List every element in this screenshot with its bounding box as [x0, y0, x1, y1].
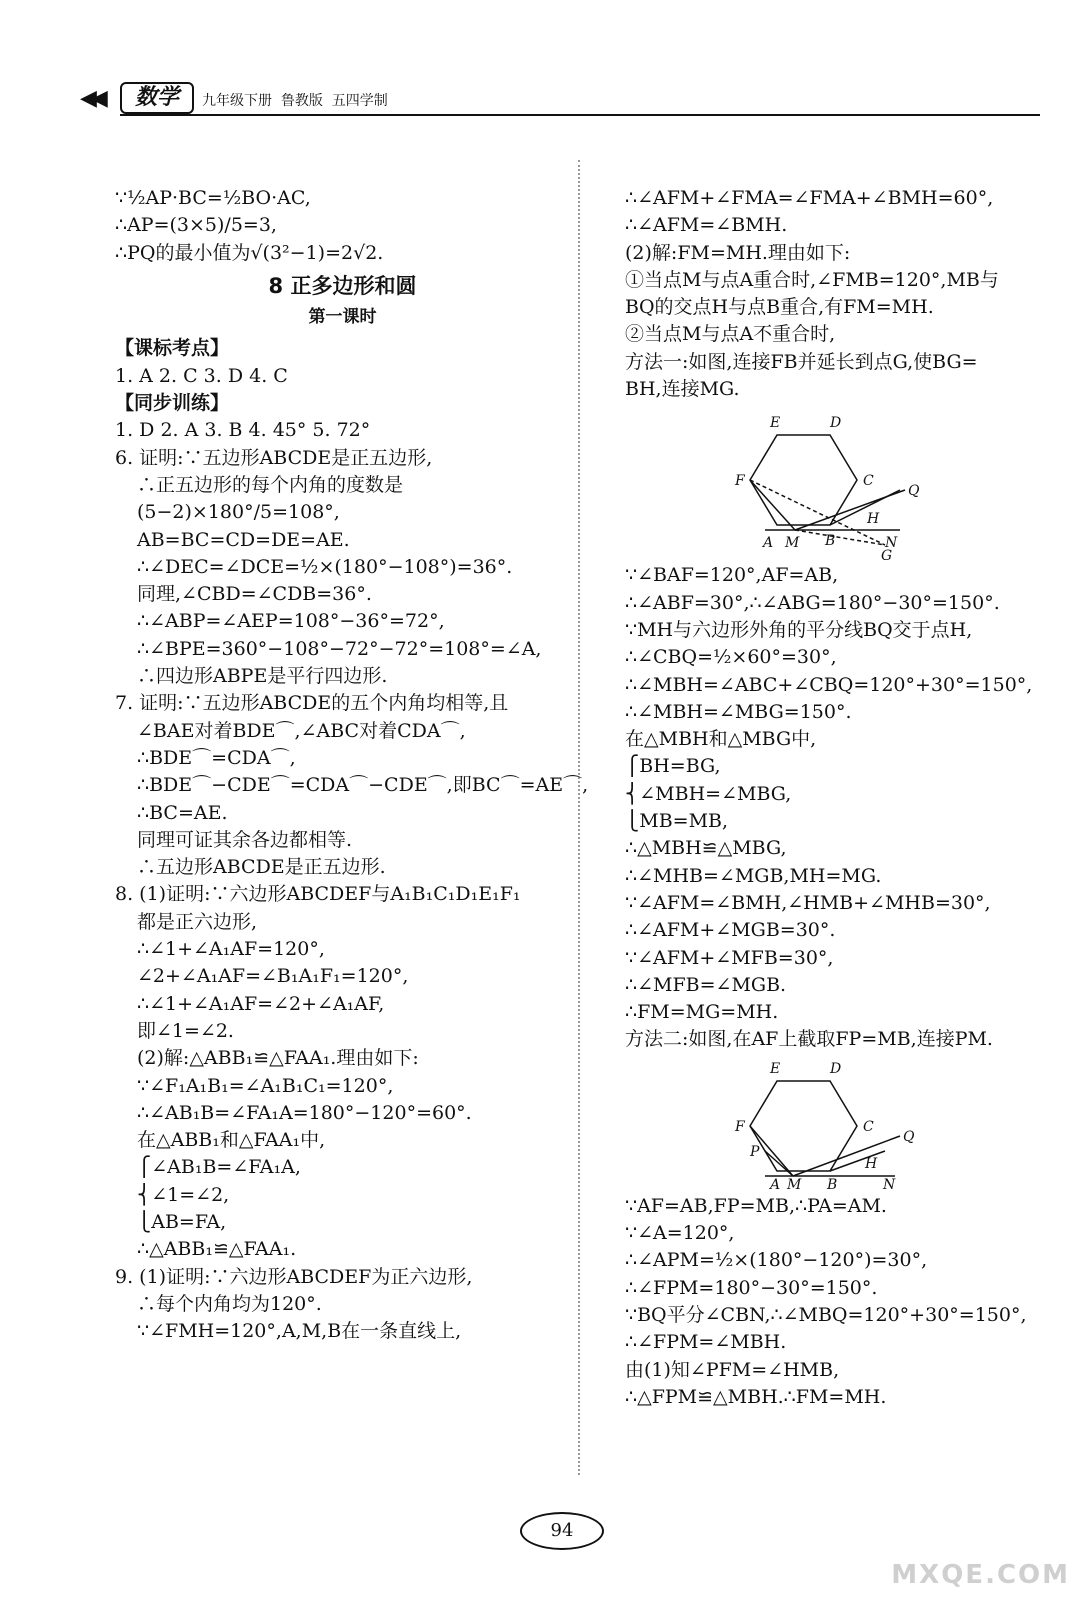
text-line: ∵∠FMH=120°,A,M,B在一条直线上, — [137, 1320, 462, 1343]
text-line: ∵AF=AB,FP=MB,∴PA=AM. — [625, 1194, 887, 1217]
text-line: ∴PQ的最小值为√(3²−1)=2√2. — [115, 241, 384, 264]
vertex-label: B — [827, 1176, 838, 1191]
vertex-label: F — [735, 1118, 745, 1135]
text-line: ∴BC=AE. — [137, 801, 228, 824]
text-line: ∵∠AFM+∠MFB=30°, — [625, 946, 834, 969]
vertex-label: E — [770, 1060, 781, 1077]
header-arrows-icon: ◀◀ — [80, 86, 102, 111]
text-line: ∴∠FPM=180°−30°=150°. — [625, 1276, 878, 1299]
left-column — [115, 185, 589, 1345]
text-line: 即∠1=∠2. — [137, 1019, 234, 1042]
page-header — [80, 80, 1040, 120]
text-line: 都是正六边形, — [137, 910, 258, 933]
text-line: 6. 证明:∵五边形ABCDE是正五边形, — [115, 446, 433, 469]
book-series: 九年级下册 鲁教版 五四学制 — [202, 93, 388, 109]
text-line: ∴∠AFM=∠BMH. — [625, 214, 788, 237]
vertex-label: D — [830, 1060, 842, 1077]
text-line: ⎩MB=MB, — [625, 810, 729, 833]
text-line: ⎧∠AB₁B=∠FA₁A, — [137, 1156, 301, 1179]
vertex-label: C — [863, 473, 874, 490]
text-line: 方法二:如图,在AF上截取FP=MB,连接PM. — [625, 1028, 993, 1051]
point-label: M — [787, 1176, 802, 1191]
answer-line: 1. A 2. C 3. D 4. C — [115, 364, 288, 387]
point-label: M — [785, 535, 800, 552]
text-line: ∴∠MBH=∠MBG=150°. — [625, 700, 852, 723]
text-line: ∴正五边形的每个内角的度数是 — [137, 473, 404, 496]
point-label: N — [883, 1176, 896, 1191]
text-line: ∵∠BAF=120°,AF=AB, — [625, 564, 839, 587]
page-number: 94 — [520, 1512, 604, 1550]
point-label: H — [865, 1155, 878, 1172]
text-line: 同理可证其余各边都相等. — [137, 828, 353, 851]
text-line: ∴△FPM≌△MBH.∴FM=MH. — [625, 1385, 887, 1408]
text-line: ∴∠DEC=∠DCE=½×(180°−108°)=36°. — [137, 555, 513, 578]
text-line: ∴∠BPE=360°−108°−72°−72°=108°=∠A, — [137, 637, 542, 660]
point-label: Q — [903, 1128, 915, 1145]
text-line: ∴∠1+∠A₁AF=∠2+∠A₁AF, — [137, 992, 385, 1015]
vertex-label: A — [770, 1176, 781, 1191]
subject-logo: 数学 — [120, 82, 194, 114]
text-line: ∠BAE对着BDE⌒,∠ABC对着CDA⌒, — [137, 719, 466, 742]
vertex-label: E — [770, 415, 781, 432]
vertex-label: B — [825, 533, 836, 550]
text-line: ∠2+∠A₁AF=∠B₁A₁F₁=120°, — [137, 965, 409, 988]
text-line: ∴FM=MG=MH. — [625, 1001, 779, 1024]
text-line: ∴△ABB₁≌△FAA₁. — [137, 1238, 297, 1261]
vertex-label: C — [863, 1118, 874, 1135]
text-line: (2)解:△ABB₁≌△FAA₁.理由如下: — [137, 1047, 419, 1070]
text-line: ⎧BH=BG, — [625, 755, 721, 778]
text-line: 8. (1)证明:∵六边形ABCDEF与A₁B₁C₁D₁E₁F₁ — [115, 883, 521, 906]
text-line: ∴∠APM=½×(180°−120°)=30°, — [625, 1249, 928, 1272]
watermark: MXQE.COM — [891, 1560, 1070, 1590]
point-label: N — [885, 535, 898, 552]
text-line: 由(1)知∠PFM=∠HMB, — [625, 1358, 840, 1381]
text-line: ∵∠F₁A₁B₁=∠A₁B₁C₁=120°, — [137, 1074, 394, 1097]
text-line: ∴四边形ABPE是平行四边形. — [137, 665, 388, 688]
text-line: 在△MBH和△MBG中, — [625, 728, 817, 751]
text-line: ∴∠FPM=∠MBH. — [625, 1331, 787, 1354]
text-line: ∵∠A=120°, — [625, 1222, 735, 1245]
text-line: ∴∠AFM+∠FMA=∠FMA+∠BMH=60°, — [625, 187, 994, 209]
text-line: ∴∠AFM+∠MGB=30°. — [625, 919, 836, 942]
vertex-label: A — [763, 535, 774, 552]
hexagon-figure-method-one — [725, 405, 925, 560]
text-line: ∴∠MHB=∠MGB,MH=MG. — [625, 864, 882, 887]
text-line: ∴BDE⌒=CDA⌒, — [137, 746, 296, 769]
text-line: (5−2)×180°/5=108°, — [137, 501, 340, 524]
text-line: ∴△MBH≌△MBG, — [625, 837, 787, 860]
text-line: 方法一:如图,连接FB并延长到点G,使BG= — [625, 350, 978, 373]
column-divider — [578, 160, 580, 1475]
text-line: ∴∠AB₁B=∠FA₁A=180°−120°=60°. — [137, 1101, 472, 1124]
text-line: 同理,∠CBD=∠CDB=36°. — [137, 583, 372, 606]
vertex-label: F — [735, 473, 745, 490]
hexagon-figure-method-two — [725, 1056, 925, 1191]
text-line: ∴∠MBH=∠ABC+∠CBQ=120°+30°=150°, — [625, 673, 1033, 696]
point-label: H — [867, 511, 880, 528]
header-rule — [120, 114, 1040, 116]
text-line: ∴BDE⌒−CDE⌒=CDA⌒−CDE⌒,即BC⌒=AE⌒, — [137, 774, 589, 797]
right-column — [625, 185, 1045, 1411]
lesson-subtitle: 第一课时 — [308, 307, 377, 328]
point-label: G — [881, 548, 893, 561]
text-line: 在△ABB₁和△FAA₁中, — [137, 1129, 326, 1152]
text-line: ∵MH与六边形外角的平分线BQ交于点H, — [625, 618, 973, 641]
text-line: ∴∠1+∠A₁AF=120°, — [137, 938, 325, 961]
point-label: Q — [908, 483, 920, 500]
vertex-label: D — [830, 415, 842, 432]
point-label: P — [750, 1143, 760, 1160]
text-line: ∵½AP·BC=½BO·AC, — [115, 187, 311, 209]
text-line: ∵BQ平分∠CBN,∴∠MBQ=120°+30°=150°, — [625, 1303, 1027, 1326]
text-line: BH,连接MG. — [625, 378, 740, 401]
text-line: ∴∠ABP=∠AEP=108°−36°=72°, — [137, 610, 445, 633]
text-line: (2)解:FM=MH.理由如下: — [625, 241, 851, 264]
text-line: ⎨∠1=∠2, — [137, 1183, 230, 1206]
text-line: 7. 证明:∵五边形ABCDE的五个内角均相等,且 — [115, 692, 509, 715]
section-title: 8 正多边形和圆 — [268, 273, 417, 298]
text-line: ∴每个内角均为120°. — [137, 1292, 322, 1315]
text-line: BQ的交点H与点B重合,有FM=MH. — [625, 296, 934, 319]
text-line: ∴∠MFB=∠MGB. — [625, 973, 787, 996]
text-line: 9. (1)证明:∵六边形ABCDEF为正六边形, — [115, 1265, 473, 1288]
text-line: ∴∠CBQ=½×60°=30°, — [625, 646, 837, 669]
text-line: ∴AP=(3×5)/5=3, — [115, 214, 277, 237]
text-line: ∵∠AFM=∠BMH,∠HMB+∠MHB=30°, — [625, 891, 991, 914]
text-line: ⎩AB=FA, — [137, 1210, 227, 1233]
text-line: ⎨∠MBH=∠MBG, — [625, 782, 792, 805]
text-line: ②当点M与点A不重合时, — [625, 323, 836, 346]
section-heading: 【课标考点】 — [115, 337, 230, 360]
text-line: ∴五边形ABCDE是正五边形. — [137, 856, 386, 879]
text-line: ∴∠ABF=30°,∴∠ABG=180°−30°=150°. — [625, 591, 1000, 614]
section-heading: 【同步训练】 — [115, 392, 230, 415]
text-line: AB=BC=CD=DE=AE. — [137, 528, 350, 551]
answer-line: 1. D 2. A 3. B 4. 45° 5. 72° — [115, 419, 371, 442]
text-line: ①当点M与点A重合时,∠FMB=120°,MB与 — [625, 268, 999, 291]
